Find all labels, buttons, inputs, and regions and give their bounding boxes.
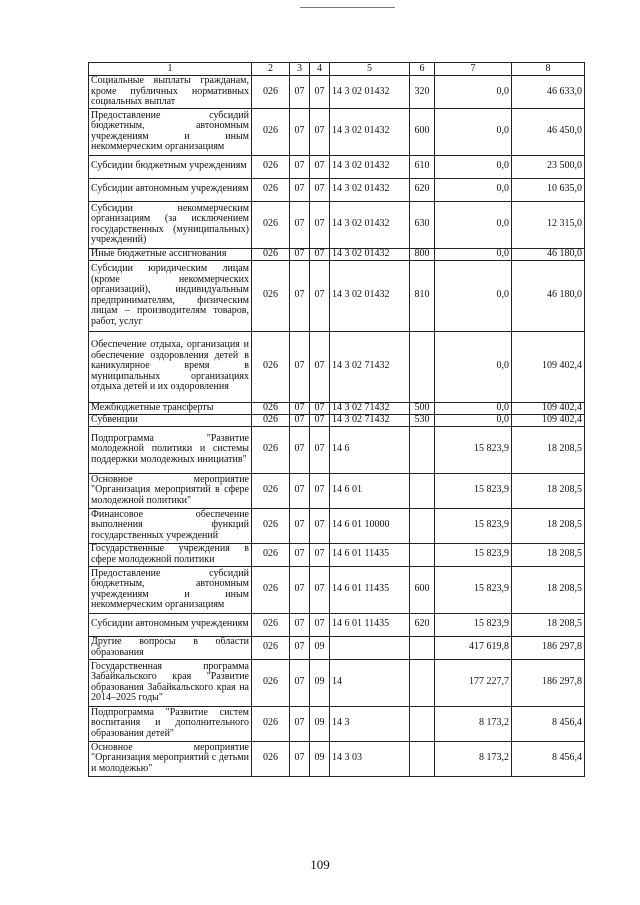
column-header: 6 [410,63,435,76]
table-row [89,706,585,741]
amount-col7: 15 823,9 [435,543,512,566]
amount-col7: 0,0 [435,108,512,155]
subsection-code: 07 [310,76,330,109]
subsection-code: 07 [310,473,330,508]
section-code: 07 [290,706,310,741]
section-code: 07 [290,248,310,260]
table-row [89,659,585,706]
expense-type: 500 [410,402,435,414]
expense-type [410,331,435,402]
amount-col7: 0,0 [435,331,512,402]
amount-col7: 0,0 [435,414,512,426]
target-article: 14 6 01 11435 [330,543,410,566]
table-row [89,426,585,473]
row-name: Субвенции [89,414,252,426]
amount-col8: 18 208,5 [512,426,585,473]
subsection-code: 07 [310,108,330,155]
expense-type: 530 [410,414,435,426]
amount-col8: 18 208,5 [512,613,585,636]
ministry-code: 026 [252,473,290,508]
ministry-code: 026 [252,108,290,155]
row-name: Подпрограмма "Развитие молодежной политики и системы поддержки молодежных инициатив" [89,426,252,473]
table-row [89,108,585,155]
target-article: 14 3 02 71432 [330,402,410,414]
ministry-code: 026 [252,414,290,426]
amount-col8: 18 208,5 [512,566,585,613]
amount-col8: 10 635,0 [512,178,585,201]
amount-col7: 8 173,2 [435,706,512,741]
table-row [89,636,585,659]
section-code: 07 [290,659,310,706]
amount-col7: 0,0 [435,201,512,248]
amount-col7: 15 823,9 [435,566,512,613]
column-header: 1 [89,63,252,76]
section-code: 07 [290,331,310,402]
subsection-code: 07 [310,331,330,402]
expense-type [410,706,435,741]
column-header: 3 [290,63,310,76]
row-name: Социальные выплаты гражданам, кроме публичных нормативных социальных выплат [89,76,252,109]
expense-type: 620 [410,178,435,201]
amount-col7: 0,0 [435,402,512,414]
ministry-code: 026 [252,426,290,473]
ministry-code: 026 [252,566,290,613]
expense-type [410,473,435,508]
expense-type [410,636,435,659]
expense-type: 810 [410,260,435,331]
table-row [89,414,585,426]
target-article: 14 3 02 01432 [330,76,410,109]
ministry-code: 026 [252,636,290,659]
row-name: Субсидии автономным учреждениям [89,613,252,636]
section-code: 07 [290,426,310,473]
expense-type: 800 [410,248,435,260]
section-code: 07 [290,201,310,248]
target-article: 14 [330,659,410,706]
amount-col7: 15 823,9 [435,508,512,543]
table-row [89,178,585,201]
expense-type [410,508,435,543]
subsection-code: 07 [310,201,330,248]
target-article: 14 3 02 01432 [330,260,410,331]
subsection-code: 07 [310,414,330,426]
expense-type: 320 [410,76,435,109]
section-code: 07 [290,508,310,543]
table-row [89,155,585,178]
table-row [89,402,585,414]
amount-col8: 186 297,8 [512,659,585,706]
subsection-code: 09 [310,706,330,741]
subsection-code: 07 [310,613,330,636]
amount-col7: 15 823,9 [435,426,512,473]
section-code: 07 [290,414,310,426]
amount-col8: 109 402,4 [512,331,585,402]
row-name: Государственная программа Забайкальского края "Развитие образования Забайкальского края на 2014–2025 годы" [89,659,252,706]
amount-col8: 186 297,8 [512,636,585,659]
section-code: 07 [290,613,310,636]
amount-col7: 0,0 [435,76,512,109]
target-article: 14 3 02 01432 [330,201,410,248]
section-code: 07 [290,741,310,776]
expense-type: 620 [410,613,435,636]
ministry-code: 026 [252,706,290,741]
expense-type: 630 [410,201,435,248]
amount-col7: 0,0 [435,260,512,331]
subsection-code: 07 [310,260,330,331]
ministry-code: 026 [252,76,290,109]
table-row [89,260,585,331]
ministry-code: 026 [252,741,290,776]
row-name: Другие вопросы в области образования [89,636,252,659]
expense-type [410,426,435,473]
table-row [89,201,585,248]
top-rule [300,7,395,8]
section-code: 07 [290,543,310,566]
target-article: 14 3 02 01432 [330,178,410,201]
subsection-code: 09 [310,741,330,776]
target-article: 14 6 01 11435 [330,613,410,636]
subsection-code: 09 [310,636,330,659]
amount-col8: 8 456,4 [512,706,585,741]
row-name: Основное мероприятие "Организация мероприятий с детьми и молодежью" [89,741,252,776]
page-number: 109 [310,857,330,872]
ministry-code: 026 [252,248,290,260]
row-name: Государственные учреждения в сфере молодежной политики [89,543,252,566]
table-row [89,331,585,402]
amount-col7: 8 173,2 [435,741,512,776]
header-row [89,63,585,76]
ministry-code: 026 [252,155,290,178]
section-code: 07 [290,76,310,109]
section-code: 07 [290,178,310,201]
target-article [330,636,410,659]
row-name: Межбюджетные трансферты [89,402,252,414]
amount-col7: 15 823,9 [435,473,512,508]
subsection-code: 07 [310,178,330,201]
amount-col7: 0,0 [435,178,512,201]
target-article: 14 6 01 10000 [330,508,410,543]
ministry-code: 026 [252,331,290,402]
expense-type: 600 [410,566,435,613]
ministry-code: 026 [252,201,290,248]
subsection-code: 07 [310,155,330,178]
table-row [89,76,585,109]
expense-type: 610 [410,155,435,178]
amount-col7: 15 823,9 [435,613,512,636]
row-name: Предоставление субсидий бюджетным, автономным учреждениям и иным некоммерческим организациям [89,108,252,155]
subsection-code: 07 [310,508,330,543]
amount-col7: 417 619,8 [435,636,512,659]
table-row [89,741,585,776]
expense-type [410,741,435,776]
section-code: 07 [290,402,310,414]
row-name: Субсидии автономным учреждениям [89,178,252,201]
row-name: Подпрограмма "Развитие систем воспитания и дополнительного образования детей" [89,706,252,741]
section-code: 07 [290,155,310,178]
table-row [89,566,585,613]
amount-col8: 12 315,0 [512,201,585,248]
subsection-code: 07 [310,402,330,414]
subsection-code: 07 [310,426,330,473]
amount-col7: 177 227,7 [435,659,512,706]
ministry-code: 026 [252,402,290,414]
amount-col8: 109 402,4 [512,414,585,426]
section-code: 07 [290,108,310,155]
expense-type [410,659,435,706]
table-row [89,248,585,260]
target-article: 14 6 01 11435 [330,566,410,613]
row-name: Предоставление субсидий бюджетным, автономным учреждениям и иным некоммерческим организациям [89,566,252,613]
table-body [89,76,585,777]
target-article: 14 3 03 [330,741,410,776]
target-article: 14 3 02 01432 [330,248,410,260]
expense-type: 600 [410,108,435,155]
target-article: 14 6 [330,426,410,473]
amount-col8: 8 456,4 [512,741,585,776]
subsection-code: 07 [310,248,330,260]
amount-col8: 46 180,0 [512,260,585,331]
section-code: 07 [290,260,310,331]
amount-col8: 18 208,5 [512,543,585,566]
amount-col8: 18 208,5 [512,473,585,508]
row-name: Финансовое обеспечение выполнения функций государственных учреждений [89,508,252,543]
column-header: 7 [435,63,512,76]
subsection-code: 09 [310,659,330,706]
target-article: 14 3 [330,706,410,741]
target-article: 14 3 02 71432 [330,331,410,402]
column-header: 2 [252,63,290,76]
amount-col8: 46 450,0 [512,108,585,155]
expense-type [410,543,435,566]
row-name: Субсидии бюджетным учреждениям [89,155,252,178]
row-name: Субсидии некоммерческим организациям (за исключением государственных (муниципальных) учреждений) [89,201,252,248]
ministry-code: 026 [252,613,290,636]
ministry-code: 026 [252,508,290,543]
amount-col7: 0,0 [435,248,512,260]
column-header: 5 [330,63,410,76]
row-name: Обеспечение отдыха, организация и обеспечение оздоровления детей в каникулярное время в муниципальных организациях отдыха детей и их оздоровления [89,331,252,402]
column-header: 8 [512,63,585,76]
subsection-code: 07 [310,566,330,613]
amount-col8: 23 500,0 [512,155,585,178]
target-article: 14 6 01 [330,473,410,508]
ministry-code: 026 [252,543,290,566]
column-header: 4 [310,63,330,76]
section-code: 07 [290,636,310,659]
ministry-code: 026 [252,659,290,706]
table-row [89,543,585,566]
row-name: Субсидии юридическим лицам (кроме некоммерческих организаций), индивидуальным предпринимателям, физическим лицам – производителям товаров, работ, услуг [89,260,252,331]
amount-col8: 109 402,4 [512,402,585,414]
amount-col8: 18 208,5 [512,508,585,543]
row-name: Иные бюджетные ассигнования [89,248,252,260]
row-name: Основное мероприятие "Организация мероприятий в сфере молодежной политики" [89,473,252,508]
target-article: 14 3 02 01432 [330,108,410,155]
target-article: 14 3 02 71432 [330,414,410,426]
table-row [89,508,585,543]
ministry-code: 026 [252,260,290,331]
target-article: 14 3 02 01432 [330,155,410,178]
subsection-code: 07 [310,543,330,566]
ministry-code: 026 [252,178,290,201]
amount-col7: 0,0 [435,155,512,178]
section-code: 07 [290,566,310,613]
amount-col8: 46 180,0 [512,248,585,260]
table-row [89,613,585,636]
amount-col8: 46 633,0 [512,76,585,109]
section-code: 07 [290,473,310,508]
table-row [89,473,585,508]
budget-table [88,62,585,777]
